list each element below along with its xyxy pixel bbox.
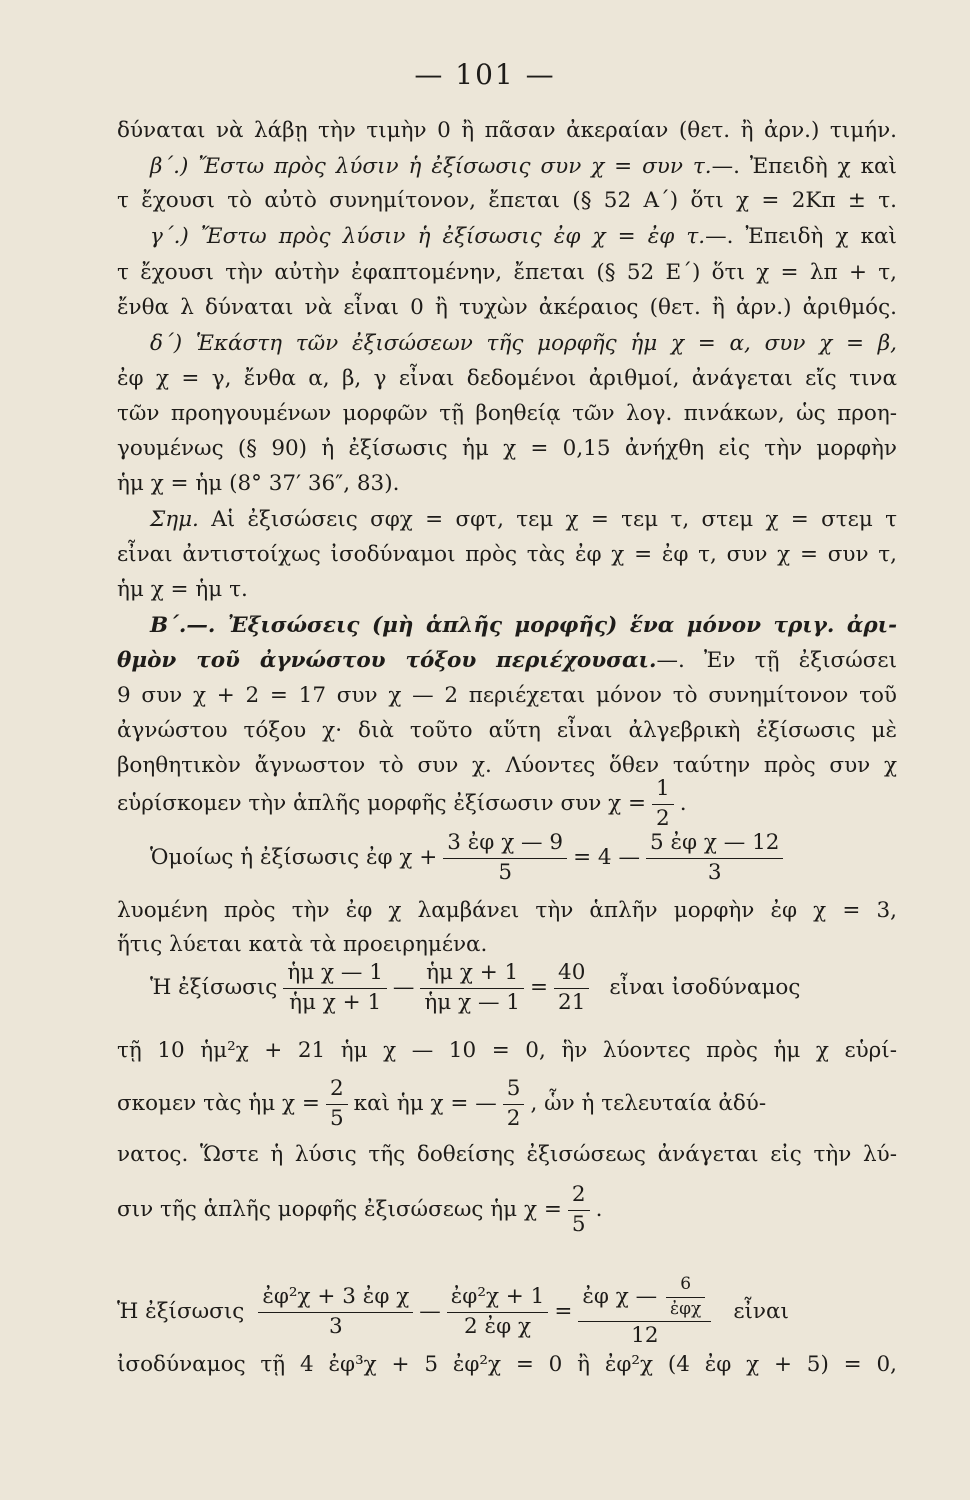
equation-operator: — (392, 975, 415, 1000)
equation-line-20: εὑρίσκομεν τὴν ἁπλῆς μορφῆς ἐξίσωσιν συν χ = $\frac{1}{2}$ . (117, 775, 687, 831)
fraction-denominator: 2 (506, 1105, 521, 1131)
text-line-25: τῇ 10 ἡμ²χ + 21 ἡμ χ — 10 = 0, ἣν λύοντες πρὸς ἡμ χ εὑρί- (117, 1038, 897, 1063)
equation-line-26 (117, 1064, 897, 1144)
text-line-22: λυομένη πρὸς τὴν ἐφ χ λαμβάνει τὴν ἁπλῆν μορφὴν ἐφ χ = 3, (117, 898, 897, 923)
section-heading-line-1: Β΄.—. Ἐξισώσεις (μὴ ἁπλῆς μορφῆς) ἕνα μόνον τριγ. ἀρι- (150, 613, 897, 638)
text-line-6: ἔνθα λ δύναται νὰ εἶναι 0 ἢ τυχὼν ἀκέραιος (θετ. ἢ ἀρν.) ἀριθμός. (117, 295, 897, 320)
equation-line-21 (150, 818, 897, 898)
equation-text: , ὧν ἡ τελευταία ἀδύ- (530, 1091, 767, 1116)
remark-label: Σημ. (150, 507, 199, 532)
fraction-denominator: 3 (328, 1313, 343, 1339)
equation-text: εἶναι (733, 1299, 789, 1324)
fraction-denominator: 5 (498, 859, 512, 885)
text-line-12 (150, 505, 897, 535)
nested-text: ἐφ χ — (582, 1284, 658, 1310)
equation-line-29 (117, 1262, 897, 1362)
fraction-denominator: ἐφχ (670, 1298, 702, 1319)
fraction-b (646, 831, 784, 885)
text-line-4 (150, 222, 897, 252)
case-beta-tail: —. Ἐπειδὴ χ καὶ (711, 154, 897, 179)
equation-operator: — (419, 1299, 441, 1324)
text-line-3: τ ἔχουσι τὸ αὐτὸ συνημίτονον, ἔπεται (§ 52 Α΄) ὅτι χ = 2Κπ ± τ. (117, 188, 897, 213)
equation-text: σιν τῆς ἁπλῆς μορφῆς ἐξισώσεως ἡμ χ = (117, 1197, 562, 1222)
fraction-denominator: 21 (558, 989, 586, 1015)
text-line-10: γουμένως (§ 90) ἡ ἐξίσωσις ἡμ χ = 0,15 ἀνήχθη εἰς τὴν μορφὴν (117, 436, 897, 461)
nested-fraction (666, 1275, 705, 1319)
fraction-b (420, 961, 524, 1015)
fraction-b (503, 1077, 525, 1131)
equation-text: σκομεν τὰς ἡμ χ = (117, 1091, 320, 1116)
fraction-numerator: 5 (503, 1077, 525, 1105)
fraction-two-fifths (568, 1183, 590, 1237)
fraction-denominator: 12 (631, 1323, 659, 1349)
case-gamma-text: γ΄.) Ἔστω πρὸς λύσιν ἡ ἐξίσωσις ἐφ χ = ἐφ τ. (150, 224, 706, 249)
fraction-denominator: 5 (329, 1105, 344, 1131)
text-line-5: τ ἔχουσι τὴν αὐτὴν ἐφαπτομένην, ἔπεται (§ 52 Ε΄) ὅτι χ = λπ + τ, (117, 260, 897, 285)
fraction-numerator: 40 (554, 961, 589, 989)
text-line-18: ἀγνώστου τόξου χ· διὰ τοῦτο αὕτη εἶναι ἀλγεβρικὴ ἐξίσωσις μὲ (117, 718, 897, 743)
fraction-denominator: 2 ἐφ χ (464, 1313, 532, 1339)
equation-text: εὑρίσκομεν τὴν ἁπλῆς μορφῆς ἐξίσωσιν συν χ = (117, 791, 646, 816)
text-line-11: ἡμ χ = ἡμ (8° 37′ 36″, 83). (117, 471, 400, 496)
fraction-c (578, 1275, 711, 1349)
text-line-1: δύναται νὰ λάβῃ τὴν τιμὴν 0 ἢ πᾶσαν ἀκεραίαν (θετ. ἢ ἀρν.) τιμήν. (117, 118, 897, 143)
text-line-9: τῶν προηγουμένων μορφῶν τῇ βοηθείᾳ τῶν λογ. πινάκων, ὡς προη- (117, 401, 897, 426)
fraction-denominator: 5 (571, 1211, 586, 1237)
fraction-a (443, 831, 567, 885)
text-line-27: νατος. Ὥστε ἡ λύσις τῆς δοθείσης ἐξισώσεως ἀνάγεται εἰς τὴν λύ- (117, 1142, 897, 1167)
section-heading-text: θμὸν τοῦ ἀγνώστου τόξου περιέχουσαι. (117, 648, 657, 673)
fraction-numerator: ἡμ χ — 1 (283, 961, 387, 989)
equation-text: καὶ ἡμ χ = — (353, 1091, 497, 1116)
text-line-19: βοηθητικὸν ἄγνωστον τὸ συν χ. Λύοντες ὅθεν ταύτην πρὸς συν χ (117, 753, 897, 778)
section-heading-line-2 (117, 646, 897, 676)
fraction-numerator: 3 ἐφ χ — 9 (443, 831, 567, 859)
fraction-denominator: ἡμ χ + 1 (289, 989, 382, 1015)
equation-text: εἶναι ἰσοδύναμος (609, 975, 801, 1000)
remark-text: Αἱ ἐξισώσεις σφχ = σφτ, τεμ χ = τεμ τ, στεμ χ = στεμ τ (211, 507, 897, 532)
equation-operator: = 4 — (573, 845, 640, 870)
text-line-13: εἶναι ἀντιστοίχως ἰσοδύναμοι πρὸς τὰς ἐφ χ = ἐφ τ, συν χ = συν τ, (117, 542, 897, 567)
fraction-numerator: ἡμ χ + 1 (420, 961, 524, 989)
equation-line-28: σιν τῆς ἁπλῆς μορφῆς ἐξισώσεως ἡμ χ = $\frac{2}{5}$ . (117, 1181, 603, 1237)
page-number: — 101 — (414, 58, 556, 91)
text-line-8: ἐφ χ = γ, ἔνθα α, β, γ εἶναι δεδομένοι ἀριθμοί, ἀνάγεται εἴς τινα (117, 366, 897, 391)
fraction-numerator (578, 1275, 711, 1322)
equation-text: Ὁμοίως ἡ ἐξίσωσις ἐφ χ + (150, 845, 438, 870)
fraction-c (554, 961, 589, 1015)
text-line-30: ἰσοδύναμος τῇ 4 ἐφ³χ + 5 ἐφ²χ = 0 ἢ ἐφ²χ (4 ἐφ χ + 5) = 0, (117, 1352, 897, 1377)
equation-text: Ἡ ἐξίσωσις (117, 1299, 245, 1324)
fraction-numerator: 2 (326, 1077, 348, 1105)
case-gamma-tail: —. Ἐπειδὴ χ καὶ (705, 224, 897, 249)
fraction-numerator: ἐφ²χ + 3 ἐφ χ (258, 1285, 413, 1313)
fraction-denominator: 3 (707, 859, 722, 885)
text-line-17: 9 συν χ + 2 = 17 συν χ — 2 περιέχεται μόνον τὸ συνημίτονον τοῦ (117, 683, 897, 708)
equation-text: Ἡ ἐξίσωσις (150, 975, 278, 1000)
fraction-numerator: 2 (568, 1183, 590, 1211)
equation-operator: = (554, 1299, 573, 1324)
case-beta-text: β΄.) Ἔστω πρὸς λύσιν ἡ ἐξίσωσις συν χ = συν τ. (150, 154, 712, 179)
fraction-b (447, 1285, 549, 1339)
text-line-2 (150, 152, 897, 182)
text-line-7: δ΄) Ἑκάστη τῶν ἐξισώσεων τῆς μορφῆς ἡμ χ = α, συν χ = β, (150, 331, 897, 356)
fraction-a (283, 961, 387, 1015)
fraction-numerator: 1 (652, 777, 674, 805)
text-line-14: ἡμ χ = ἡμ τ. (117, 577, 248, 602)
fraction-numerator: ἐφ²χ + 1 (447, 1285, 549, 1313)
fraction-numerator: 6 (666, 1275, 705, 1298)
fraction-numerator: 5 ἐφ χ — 12 (646, 831, 784, 859)
text-line-23: ἥτις λύεται κατὰ τὰ προειρημένα. (117, 932, 488, 957)
fraction-denominator: 2 (656, 805, 670, 831)
section-heading-tail: —. Ἐν τῇ ἐξισώσει (656, 648, 897, 673)
fraction-denominator: ἡμ χ — 1 (424, 989, 520, 1015)
fraction-a (258, 1285, 413, 1339)
fraction-a (326, 1077, 348, 1131)
equation-line-24 (150, 948, 897, 1028)
equation-operator: = (530, 975, 549, 1000)
